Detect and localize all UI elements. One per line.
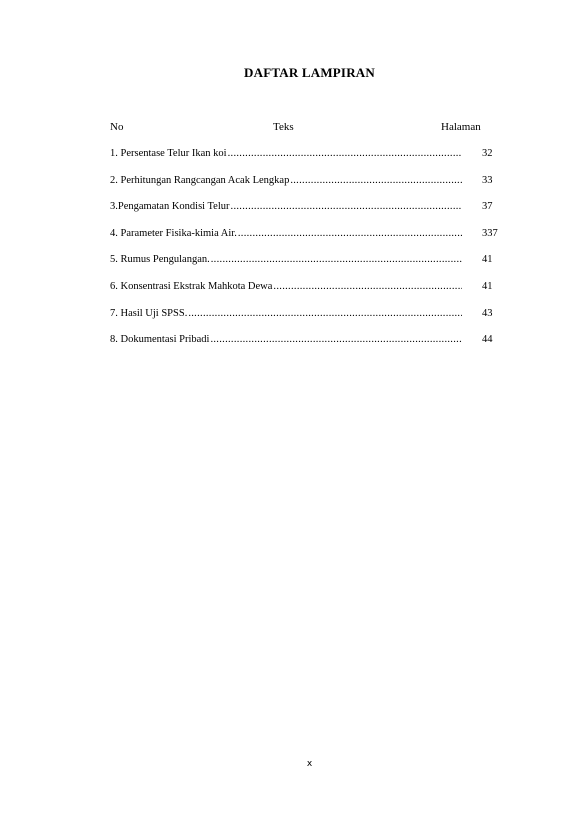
- dot-leader: [210, 334, 462, 345]
- entry-text: 3.Pengamatan Kondisi Telur: [110, 201, 230, 213]
- entry-page: 337: [482, 227, 498, 239]
- header-teks: Teks: [273, 121, 294, 133]
- appendix-list: [110, 148, 505, 361]
- entry-page: 43: [482, 307, 493, 319]
- list-item: [110, 254, 505, 281]
- list-item: [110, 281, 505, 308]
- list-item: [110, 308, 505, 335]
- dot-leader: [231, 201, 462, 212]
- table-header: [110, 121, 490, 137]
- list-item: [110, 201, 505, 228]
- list-item: [110, 228, 505, 255]
- entry-text: 2. Perhitungan Rangcangan Acak Lengkap: [110, 174, 290, 186]
- entry-text: 1. Persentase Telur Ikan koi: [110, 148, 227, 159]
- entry-page: 37: [482, 201, 493, 213]
- list-item: [110, 148, 505, 175]
- list-item: [110, 334, 505, 361]
- entry-text: 8. Dokumentasi Pribadi: [110, 334, 210, 346]
- entry-page: 33: [482, 174, 493, 186]
- entry-text: 7. Hasil Uji SPSS.: [110, 307, 188, 319]
- entry-text: 5. Rumus Pengulangan.: [110, 254, 210, 266]
- page-number: x: [306, 759, 313, 769]
- page-title: DAFTAR LAMPIRAN: [244, 65, 375, 80]
- entry-page: 32: [482, 148, 493, 159]
- list-item: [110, 175, 505, 202]
- header-no: No: [110, 121, 124, 133]
- dot-leader: [228, 148, 462, 159]
- dot-leader: [211, 254, 462, 265]
- dot-leader: [273, 281, 462, 292]
- dot-leader: [188, 308, 462, 319]
- entry-page: 41: [482, 254, 493, 266]
- header-halaman: Halaman: [441, 121, 481, 133]
- entry-page: 44: [482, 334, 493, 346]
- entry-text: 4. Parameter Fisika-kimia Air.: [110, 227, 237, 239]
- dot-leader: [238, 228, 462, 239]
- entry-page: 41: [482, 280, 493, 292]
- dot-leader: [290, 175, 462, 186]
- entry-text: 6. Konsentrasi Ekstrak Mahkota Dewa: [110, 280, 273, 292]
